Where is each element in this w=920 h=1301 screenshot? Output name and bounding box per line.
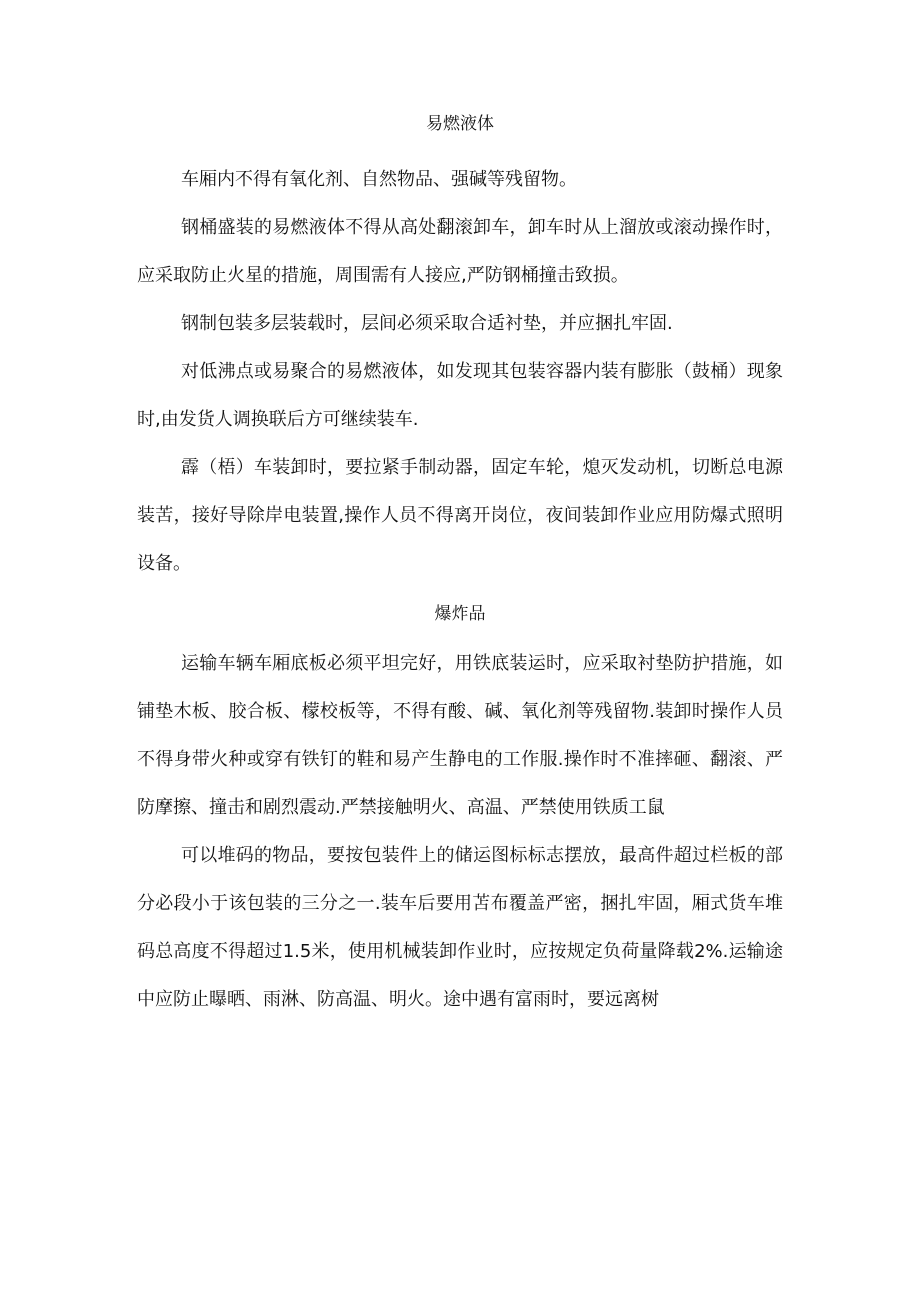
paragraph: 钢制包装多层装载时，层间必须采取合适衬垫，并应捆扎牢固. [181,313,673,334]
section-title-explosives: 爆炸品 [434,604,486,624]
paragraph: 钢桶盛装的易燃液体不得从高处翻滚卸车，卸车时从上溜放或滚动操作时，应采取防止火星的措施，周围需有人接应,严防钢桶撞击致损。 [137,217,783,286]
paragraph: 车厢内不得有氧化剂、自然物品、强碱等残留物。 [181,169,577,190]
section-title-flammable-liquids: 易燃液体 [426,114,494,134]
paragraph: 可以堆码的物品，要按包装件上的储运图标标志摆放，最高件超过栏板的部分必段小于该包装的三分之一.装车后要用苫布覆盖严密，捆扎牢固，厢式货车堆码总高度不得超过1.5米，使用机械装卸作业时，应按规定负荷量降载2%.运输途中应防止曝晒、雨淋、防高温、明火。途中遇有富雨时，要远离树 [137,845,783,1010]
document-page [137,112,783,1024]
paragraph: 对低沸点或易聚合的易燃液体，如发现其包装容器内装有膨胀（鼓桶）现象时,由发货人调换联后方可继续装车. [137,361,783,430]
paragraph: 霹（梧）车装卸时，要拉紧手制动器，固定车轮，熄灭发动机，切断总电源装苦，接好导除岸电装置,操作人员不得离开岗位，夜间装卸作业应用防爆式照明设备。 [137,457,783,574]
paragraph: 运输车辆车厢底板必须平坦完好，用铁底装运时，应采取衬垫防护措施，如铺垫木板、胶合板、檬校板等，不得有酸、碱、氧化剂等残留物.装卸时操作人员不得身带火种或穿有铁钉的鞋和易产生静电的工作服.操作时不准摔砸、翻滚、严防摩擦、撞击和剧烈震动.严禁接触明火、高温、严禁使用铁质工鼠 [137,653,783,818]
